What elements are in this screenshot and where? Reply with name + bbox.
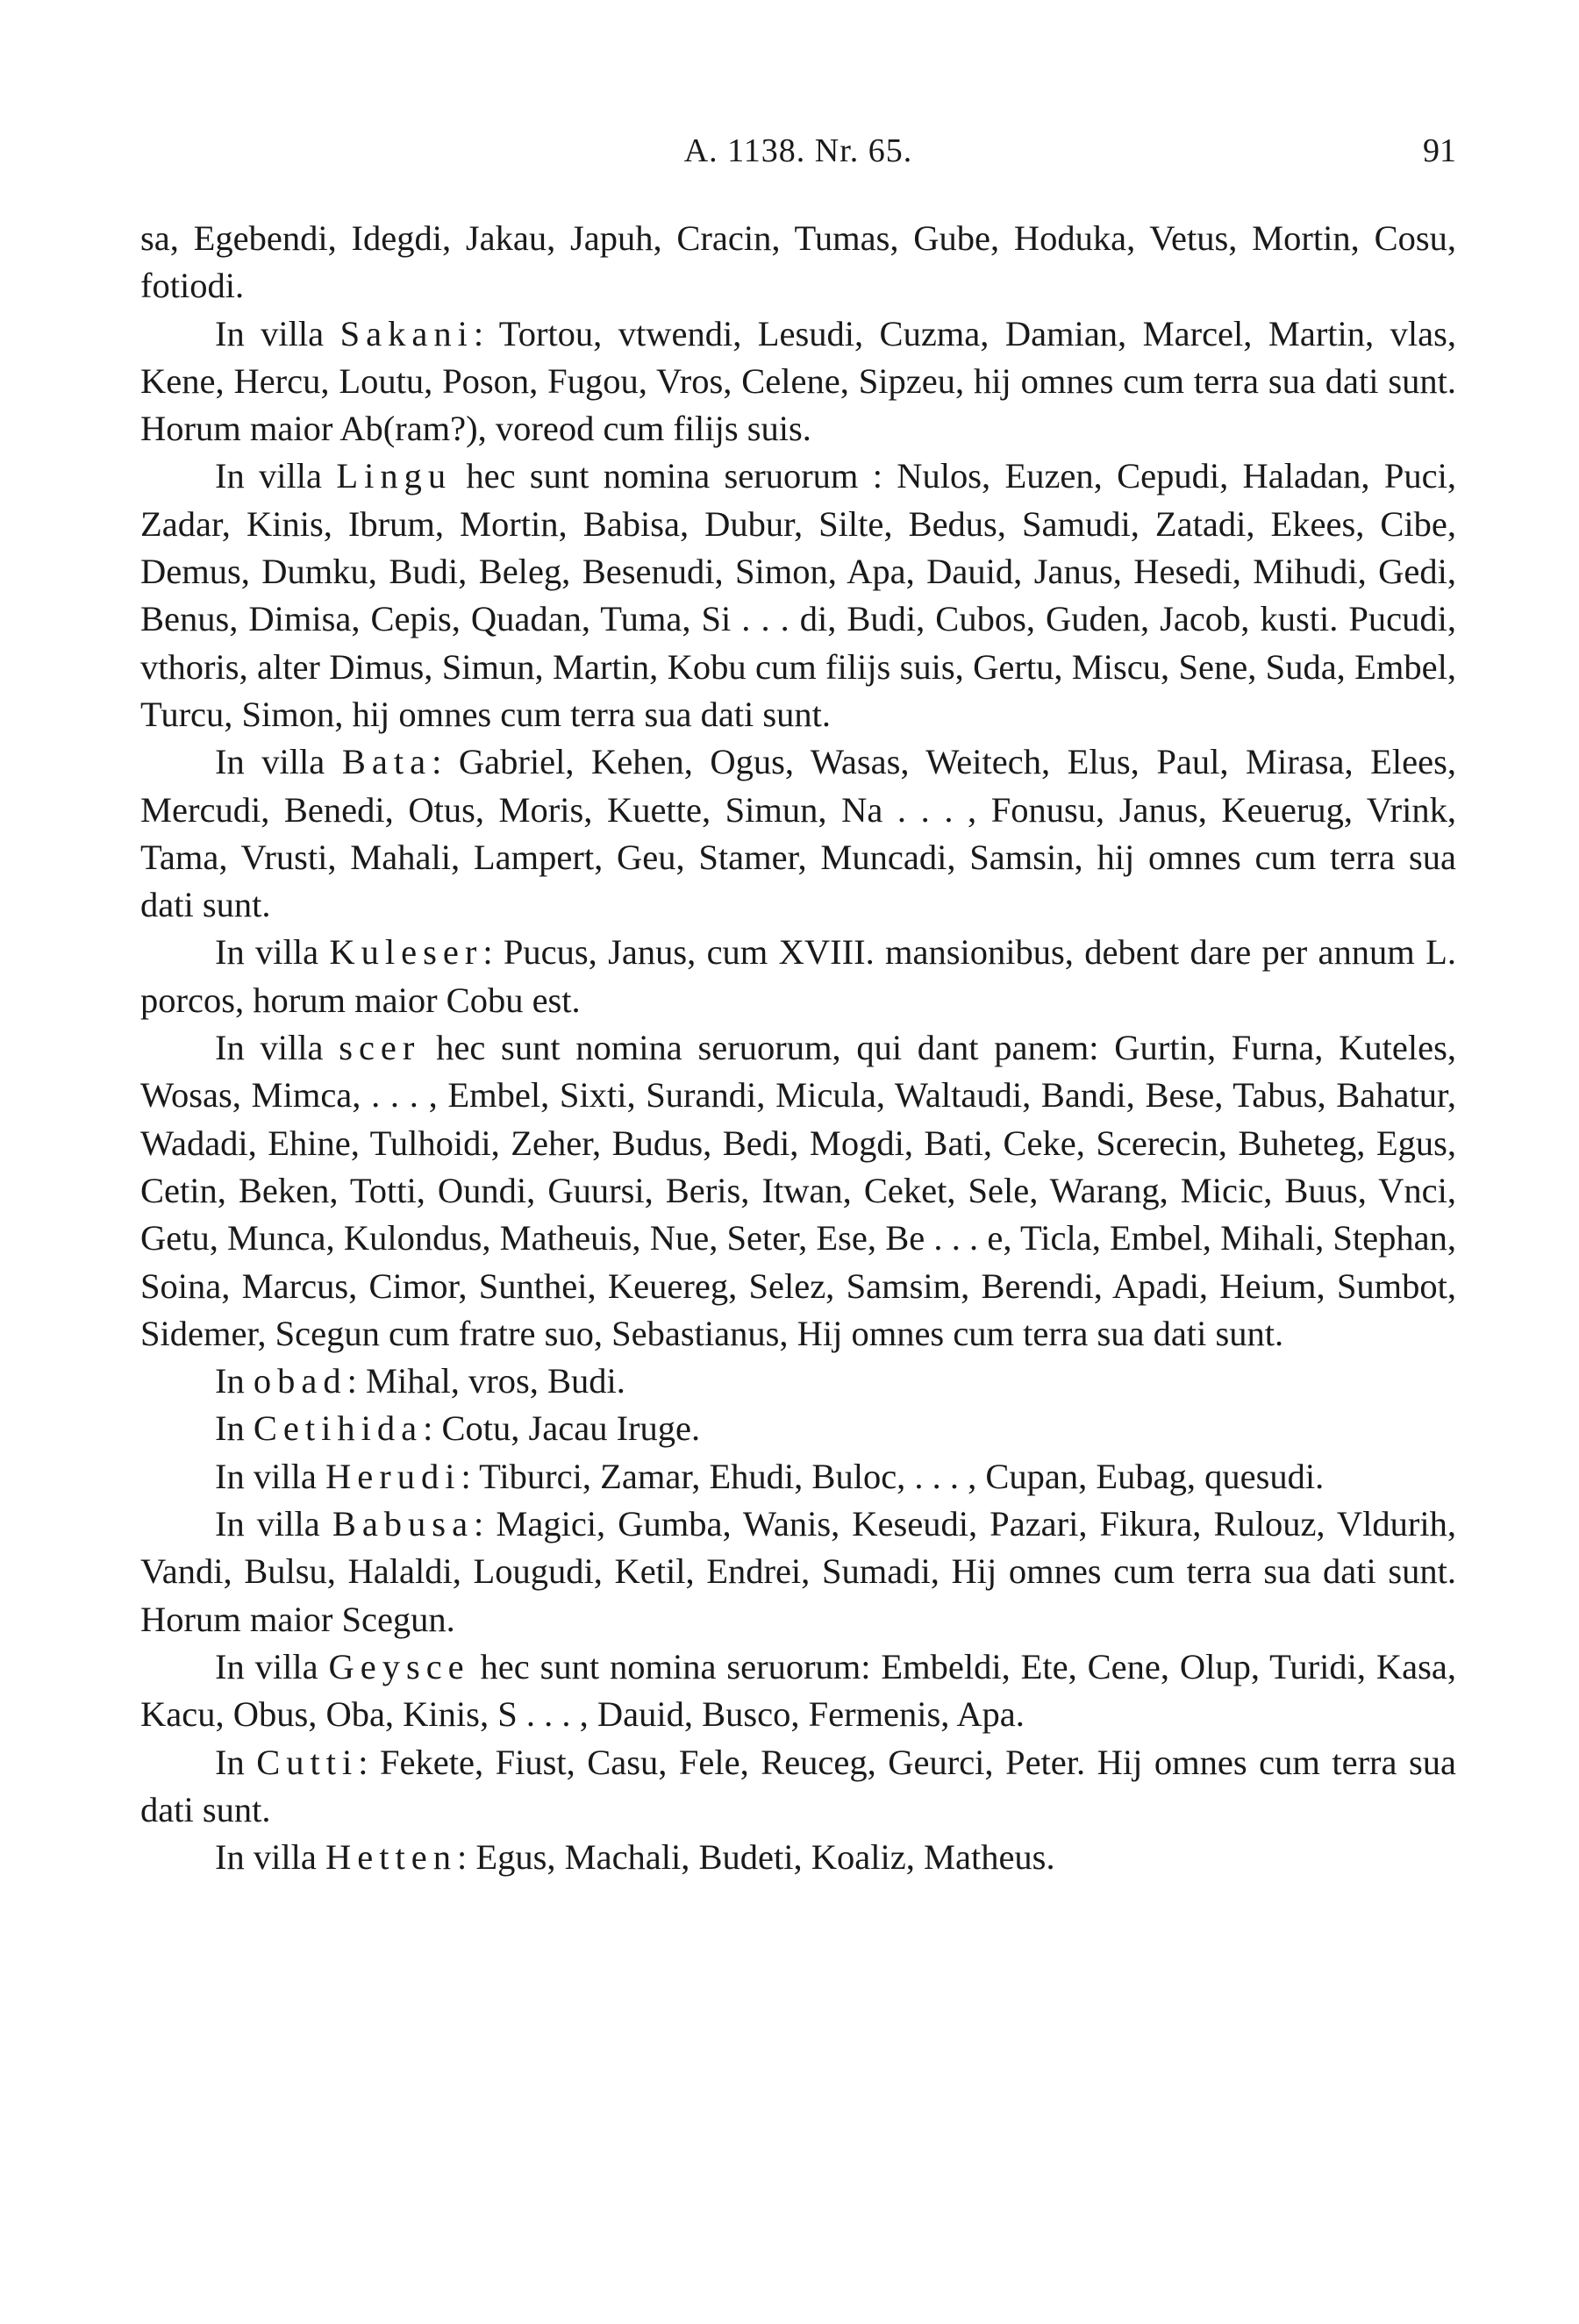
place-name-hetten: Hetten	[325, 1837, 457, 1878]
paragraph-continuation	[140, 215, 1456, 310]
page-number: 91	[1423, 132, 1456, 169]
paragraph-kuleser	[140, 929, 1456, 1024]
paragraph-text: : Fekete, Fiust, Casu, Fele, Reuceg, Geurci, Peter. Hij omnes cum terra sua dati sunt.	[140, 1742, 1456, 1829]
paragraph-prefix: In villa	[215, 313, 340, 353]
paragraph-prefix: In villa	[215, 1456, 325, 1496]
page-header-title: A. 1138. Nr. 65.	[683, 132, 913, 169]
place-name-obad: obad	[253, 1361, 347, 1401]
paragraph-prefix: In villa	[215, 456, 337, 496]
place-name-kuleser: Kuleser	[329, 932, 483, 973]
paragraph-text: : Tiburci, Zamar, Ehudi, Buloc, . . . , Cupan, Eubag, quesudi.	[461, 1456, 1325, 1496]
paragraph-text: : Egus, Machali, Budeti, Koaliz, Matheus.	[456, 1837, 1055, 1878]
place-name-lingu: Lingu	[336, 456, 453, 496]
paragraph-text: : Tortou, vtwendi, Lesudi, Cuzma, Damian, Marcel, Martin, vlas, Kene, Hercu, Loutu, Poson, Fugou, Vros, Celene, Sipzeu, hij omnes cum terra sua dati sunt. Horum maior Ab(ram?), voreod cum filijs suis.	[140, 313, 1456, 449]
paragraph-text: hec sunt nomina seruorum : Nulos, Euzen, Cepudi, Haladan, Puci, Zadar, Kinis, Ibrum, Mortin, Babisa, Dubur, Silte, Bedus, Samudi, Zatadi, Ekees, Cibe, Demus, Dumku, Budi, Beleg, Besenudi, Simon, Apa, Dauid, Janus, Hesedi, Mihudi, Gedi, Benus, Dimisa, Cepis, Quadan, Tuma, Si . . . di, Budi, Cubos, Guden, Jacob, kusti. Pucudi, vthoris, alter Dimus, Simun, Martin, Kobu cum filijs suis, Gertu, Miscu, Sene, Suda, Embel, Turcu, Simon, hij omnes cum terra sua dati sunt.	[140, 456, 1456, 734]
paragraph-prefix: In villa	[215, 1646, 329, 1686]
paragraph-scer	[140, 1024, 1456, 1358]
paragraph-prefix: In villa	[215, 1837, 325, 1878]
paragraph-text: : Gabriel, Kehen, Ogus, Wasas, Weitech, Elus, Paul, Mirasa, Elees, Mercudi, Benedi, Otus, Moris, Kuette, Simun, Na . . . , Fonusu, Janus, Keuerug, Vrink, Tama, Vrusti, Mahali, Lampert, Geu, Stamer, Muncadi, Samsin, hij omnes cum terra sua dati sunt.	[140, 742, 1456, 925]
paragraph-prefix: In	[215, 1408, 254, 1449]
place-name-cetihida: Cetihida	[253, 1408, 424, 1449]
paragraph-lingu	[140, 453, 1456, 738]
paragraph-prefix: In villa	[215, 1028, 339, 1068]
paragraph-geysce	[140, 1643, 1456, 1739]
paragraph-hetten	[140, 1834, 1456, 1881]
paragraph-text: : Cotu, Jacau Iruge.	[423, 1408, 701, 1449]
paragraph-babusa	[140, 1501, 1456, 1643]
paragraph-prefix: In villa	[215, 742, 342, 782]
paragraph-cetihida	[140, 1405, 1456, 1452]
place-name-herudi: Herudi	[325, 1456, 461, 1496]
paragraph-text: hec sunt nomina seruorum, qui dant panem: Gurtin, Furna, Kuteles, Wosas, Mimca, . . . , Embel, Sixti, Surandi, Micula, Waltaudi, Bandi, Bese, Tabus, Bahatur, Wadadi, Ehine, Tulhoidi, Zeher, Budus, Bedi, Mogdi, Bati, Ceke, Scerecin, Buheteg, Egus, Cetin, Beken, Totti, Oundi, Guursi, Beris, Itwan, Ceket, Sele, Warang, Micic, Buus, Vnci, Getu, Munca, Kulondus, Matheuis, Nue, Seter, Ese, Be . . . e, Ticla, Embel, Mihali, Stephan, Soina, Marcus, Cimor, Sunthei, Keuereg, Selez, Samsim, Berendi, Apadi, Heium, Sumbot, Sidemer, Scegun cum fratre suo, Sebastianus, Hij omnes cum terra sua dati sunt.	[140, 1028, 1456, 1353]
paragraph-herudi	[140, 1453, 1456, 1501]
place-name-geysce: Geysce	[328, 1646, 470, 1686]
body-text	[140, 215, 1456, 1881]
place-name-bata: Bata	[341, 742, 432, 782]
place-name-sakani: Sakani	[339, 313, 474, 353]
place-name-babusa: Babusa	[332, 1504, 475, 1544]
paragraph-cutti	[140, 1739, 1456, 1835]
paragraph-prefix: In villa	[215, 1504, 332, 1544]
place-name-cutti: Cutti	[256, 1742, 359, 1782]
running-header	[140, 132, 1456, 175]
paragraph-text: : Magici, Gumba, Wanis, Keseudi, Pazari, Fikura, Rulouz, Vldurih, Vandi, Bulsu, Halaldi, Lougudi, Ketil, Endrei, Sumadi, Hij omnes cum terra sua dati sunt. Horum maior Scegun.	[140, 1504, 1456, 1639]
paragraph-bata	[140, 738, 1456, 929]
paragraph-text: : Mihal, vros, Budi.	[347, 1361, 625, 1401]
paragraph-sakani	[140, 310, 1456, 453]
paragraph-prefix: In villa	[215, 932, 330, 973]
paragraph-text: hec sunt nomina seruorum: Embeldi, Ete, Cene, Olup, Turidi, Kasa, Kacu, Obus, Oba, Kinis, S . . . , Dauid, Busco, Fermenis, Apa.	[140, 1646, 1456, 1735]
paragraph-prefix: In	[215, 1742, 257, 1782]
paragraph-prefix: In	[215, 1361, 254, 1401]
paragraph-text: sa, Egebendi, Idegdi, Jakau, Japuh, Cracin, Tumas, Gube, Hoduka, Vetus, Mortin, Cosu, fotiodi.	[140, 218, 1456, 306]
paragraph-text: : Pucus, Janus, cum XVIII. mansionibus, debent dare per annum L. porcos, horum maior Cobu est.	[140, 932, 1456, 1020]
paragraph-obad	[140, 1358, 1456, 1405]
place-name-scer: scer	[339, 1028, 421, 1068]
